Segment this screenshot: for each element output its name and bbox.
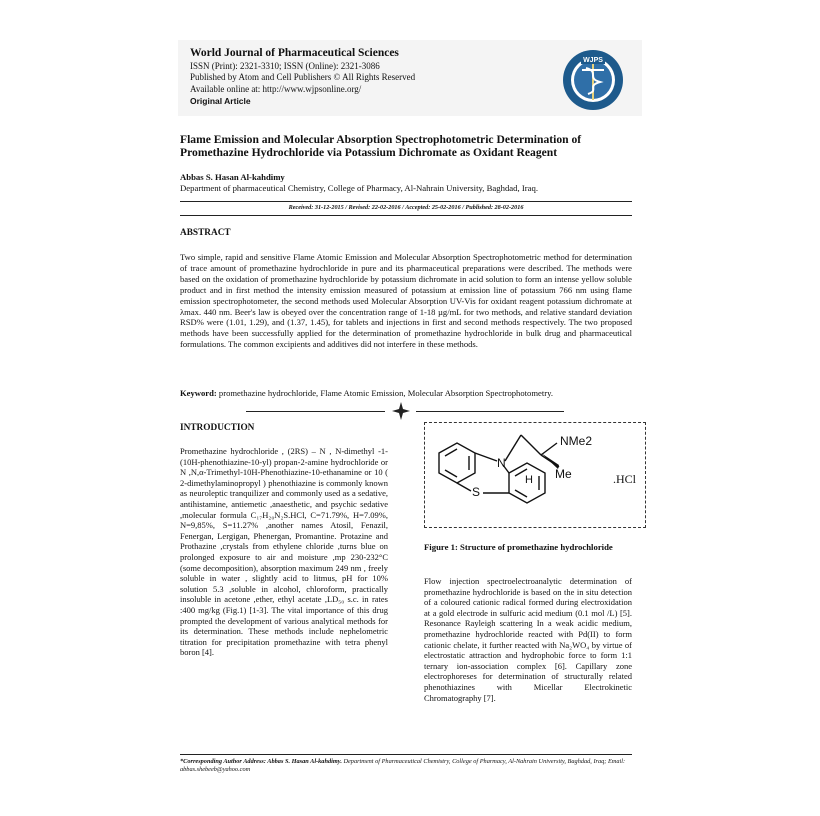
hydrogen-label: H xyxy=(525,474,533,486)
promethazine-structure-diagram xyxy=(425,423,645,527)
article-title xyxy=(180,133,632,159)
hcl-label: .HCl xyxy=(613,472,637,486)
dates-bottom-rule xyxy=(180,215,632,216)
author-name: Abbas S. Hasan Al-kahdimy xyxy=(180,172,285,182)
section-divider-right xyxy=(416,411,564,412)
keywords xyxy=(180,388,632,398)
abstract-text: Two simple, rapid and sensitive Flame Atomic Emission and Molecular Absorption Spectrophotometric method for determination of trace amount of promethazine hydrochloride in pure and its pharmaceutical preparations were described. The methods were based on the oxidation of promethazine hydrochloride by potassium dichromate in acid solution to form an intense yellow soluble product and in first method the intensity emission measured of potassium at emission line of potassium 766 nm using flame emission spectrophotometer, the second methods used Molecular Absorption UV-Vis for oxidant reagent potassium dichromate at λmax. 440 nm. Beer's law is obeyed over the concentration range of 1-18 µg/mL for two methods, and relative standard deviation RSD% were (1.01, 1.29), and (1.37, 1.45), for tablets and injections in first and second methods respectively. The two proposed methods have been successfully applied for the determination of promethazine hydrochloride in bulk drug and pharmaceutical formulations. The common excipients and additives did not interfere in these methods. xyxy=(180,252,632,350)
website-line: Available online at: http://www.wjpsonline.org/ xyxy=(190,84,362,94)
footnote-label: *Corresponding Author Address: Abbas S. Hasan Al-kahdimy. xyxy=(180,758,342,765)
title-line-2: Promethazine Hydrochloride via Potassium Dichromate as Oxidant Reagent xyxy=(180,146,558,159)
keyword-label: Keyword: xyxy=(180,388,217,398)
nitrogen-label: N xyxy=(497,456,506,470)
footnote-rule xyxy=(180,754,632,755)
methyl-label: Me xyxy=(555,467,572,481)
article-type: Original Article xyxy=(190,96,251,106)
author-affiliation: Department of pharmaceutical Chemistry, College of Pharmacy, Al-Nahrain University, Baghdad, Iraq. xyxy=(180,183,538,193)
svg-text:WJPS: WJPS xyxy=(583,57,603,64)
journal-title: World Journal of Pharmaceutical Sciences xyxy=(190,47,399,59)
keyword-text: promethazine hydrochloride, Flame Atomic Emission, Molecular Absorption Spectrophotometry. xyxy=(216,388,553,398)
divider-star-icon xyxy=(392,402,410,420)
section-divider-left xyxy=(246,411,385,412)
dates-top-rule xyxy=(180,201,632,202)
title-line-1: Flame Emission and Molecular Absorption Spectrophotometric Determination of xyxy=(180,133,582,146)
introduction-left-column: Promethazine hydrochloride , (2RS) – N , N-dimethyl -1- (10H-phenothiazine-10-yl) propan-2-amine hydrochloride or N ,N,α-Trimethyl-10H-Phenothiazine-10-ethanamine or 10 ( 2-dimethylaminopropyl ) phenothiazine is commonly known as neuroleptic tranquilizer and commonly used as a sedative, antihistamine, antiemetic ,anaesthetic, and psychic sedative ,molecular formula C₁₇H₂₀N₂S.HCl, C=71.79%, H=7.09%, N=9,85%, S=11.27% ,another names Atosil, Fenazil, Fenergan, Lergigan, Phenergan, Promantine. Protazine and Prothazine ,crystals from ethylene chloride ,turns blue on prolonged exposure to air and moisture ,mp 230-232°C (some decomposition), absorption maximum 249 nm , freely soluble in water , slightly acid to litmus, pH for 10% solution 5.3 ,soluble in alcohol, chloroform, practically insoluble in acetone ,ether, ethyl acetate ,LD₅₀ s.c. in rates :400 mg/kg (Fig.1) [1-3]. The vital importance of this drug prompted the development of various analytical methods for its determination. These methods include nephelometric titration for precipitation promethazine with tetra phenyl boron [4]. xyxy=(180,446,388,658)
nme2-label: NMe2 xyxy=(560,434,593,448)
publisher-line: Published by Atom and Cell Publishers © All Rights Reserved xyxy=(190,72,416,82)
figure-1-caption: Figure 1: Structure of promethazine hydrochloride xyxy=(424,542,613,552)
abstract-heading: ABSTRACT xyxy=(180,228,231,238)
issn-line: ISSN (Print): 2321-3310; ISSN (Online): 2321-3086 xyxy=(190,61,380,71)
figure-1-box xyxy=(424,422,646,528)
introduction-right-column: Flow injection spectroelectroanalytic determination of promethazine hydrochloride is based on the in situ detection of a coloured cationic radical formed during electroxidation at a gold electrode in sulfuric acid medium (0.1 mol /L) [5]. Resonance Rayleigh scattering In a weak acidic medium, promethazine hydrochloride reacted with Pd(II) to form cationic chelate, it further reacted with Na₂WO₄ by virtue of electrostatic attraction and hydrophobic force to form 1:1 ternary ion-association complex [6]. Capillary zone electrophoreses for determination of structurally related phenothiazines with Micellar Electrokinetic Chromatography [7]. xyxy=(424,576,632,703)
publication-dates: Received: 31-12-2015 / Revised: 22-02-2016 / Accepted: 25-02-2016 / Published: 28-02-2016 xyxy=(288,204,524,211)
journal-logo-icon xyxy=(556,48,630,112)
footnote-text: Department of Pharmaceutical Chemistry, College of Pharmacy, Al-Nahrain University, Baghdad, Iraq; Email: abbas.shebeeb@yahoo.com xyxy=(180,758,626,774)
sulfur-label: S xyxy=(472,485,481,499)
corresponding-author-footnote xyxy=(180,758,632,774)
introduction-heading: INTRODUCTION xyxy=(180,423,255,433)
